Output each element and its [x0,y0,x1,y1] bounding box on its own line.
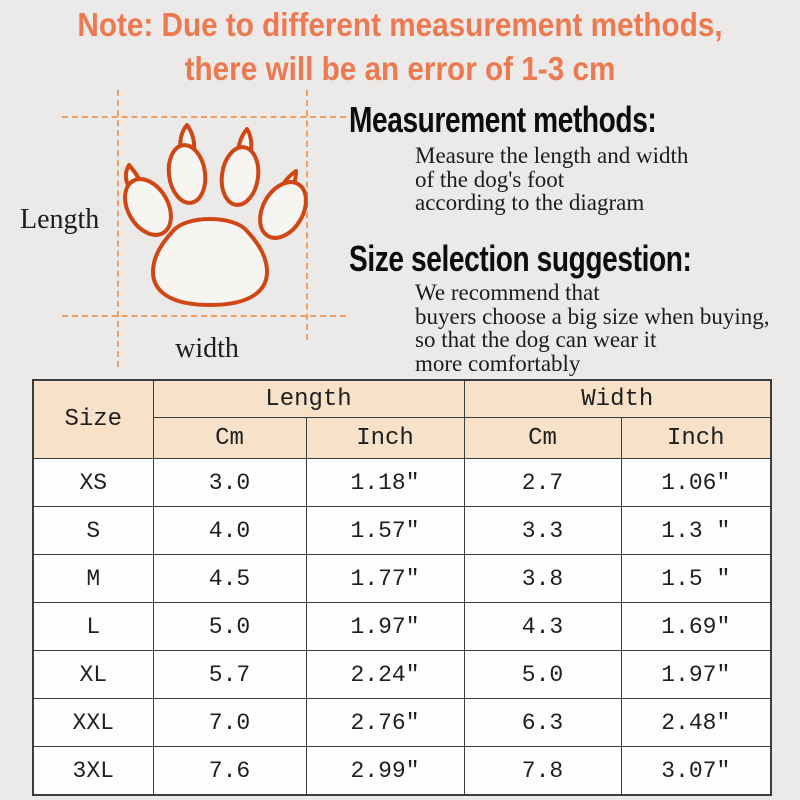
dashed-guide-horizontal-bottom [62,315,346,317]
width-inch-cell: 1.3 ″ [621,507,771,555]
length-cm-cell: 7.0 [153,699,306,747]
size-cell: M [33,555,153,603]
size-cell: L [33,603,153,651]
size-cell: XS [33,459,153,507]
header-size: Size [33,380,153,459]
table-row-l [33,603,771,651]
measurement-methods-text [415,144,688,215]
table-row-3xl [33,747,771,796]
length-inch-cell: 2.24″ [306,651,464,699]
toe-pad [251,174,310,246]
central-pad [153,219,267,305]
note-line-1: Note: Due to different measurement methods, [77,6,723,43]
length-cm-cell: 5.0 [153,603,306,651]
width-cm-cell: 3.3 [464,507,621,555]
width-cm-cell: 7.8 [464,747,621,796]
dog-paw-icon [110,115,310,315]
measurement-methods-heading: Measurement methods: [349,99,657,140]
suggestion-line: more comfortably [415,350,581,376]
width-inch-cell: 1.97″ [621,651,771,699]
width-inch-cell: 1.06″ [621,459,771,507]
width-inch-cell: 2.48″ [621,699,771,747]
width-cm-cell: 4.3 [464,603,621,651]
width-cm-cell: 6.3 [464,699,621,747]
length-inch-cell: 2.99″ [306,747,464,796]
length-label: Length [20,204,100,235]
length-cm-cell: 4.0 [153,507,306,555]
table-row-xl [33,651,771,699]
size-cell: XXL [33,699,153,747]
table-row-m [33,555,771,603]
header-length-cm: Cm [153,418,306,459]
size-suggestion-text [415,281,770,375]
length-inch-cell: 2.76″ [306,699,464,747]
width-cm-cell: 2.7 [464,459,621,507]
suggestion-line: buyers choose a big size when buying, [415,303,770,329]
width-cm-cell: 3.8 [464,555,621,603]
header-width-inch: Inch [621,418,771,459]
table-row-xxl [33,699,771,747]
size-cell: S [33,507,153,555]
length-cm-cell: 5.7 [153,651,306,699]
width-inch-cell: 3.07″ [621,747,771,796]
measurement-line: Measure the length and width [415,143,689,168]
toe-pad [218,145,262,207]
table-row-s [33,507,771,555]
measurement-line: according to the diagram [415,190,645,215]
suggestion-line: so that the dog can wear it [415,327,657,352]
width-label: width [175,333,239,364]
toe-pad [165,143,209,205]
length-cm-cell: 3.0 [153,459,306,507]
width-inch-cell: 1.69″ [621,603,771,651]
measurement-line: of the dog's foot [415,166,565,192]
header-length-inch: Inch [306,418,464,459]
length-cm-cell: 4.5 [153,555,306,603]
width-cm-cell: 5.0 [464,651,621,699]
size-cell: XL [33,651,153,699]
suggestion-line: We recommend that [415,280,600,305]
header-width-group: Width [464,380,771,418]
header-length-group: Length [153,380,464,418]
header-width-cm: Cm [464,418,621,459]
size-suggestion-heading: Size selection suggestion: [349,238,692,279]
width-inch-cell: 1.5 ″ [621,555,771,603]
note-line-2: there will be an error of 1-3 cm [184,50,616,87]
size-chart-table [32,379,772,796]
length-inch-cell: 1.97″ [306,603,464,651]
length-inch-cell: 1.77″ [306,555,464,603]
length-inch-cell: 1.57″ [306,507,464,555]
length-cm-cell: 7.6 [153,747,306,796]
size-cell: 3XL [33,747,153,796]
length-inch-cell: 1.18″ [306,459,464,507]
table-row-xs [33,459,771,507]
